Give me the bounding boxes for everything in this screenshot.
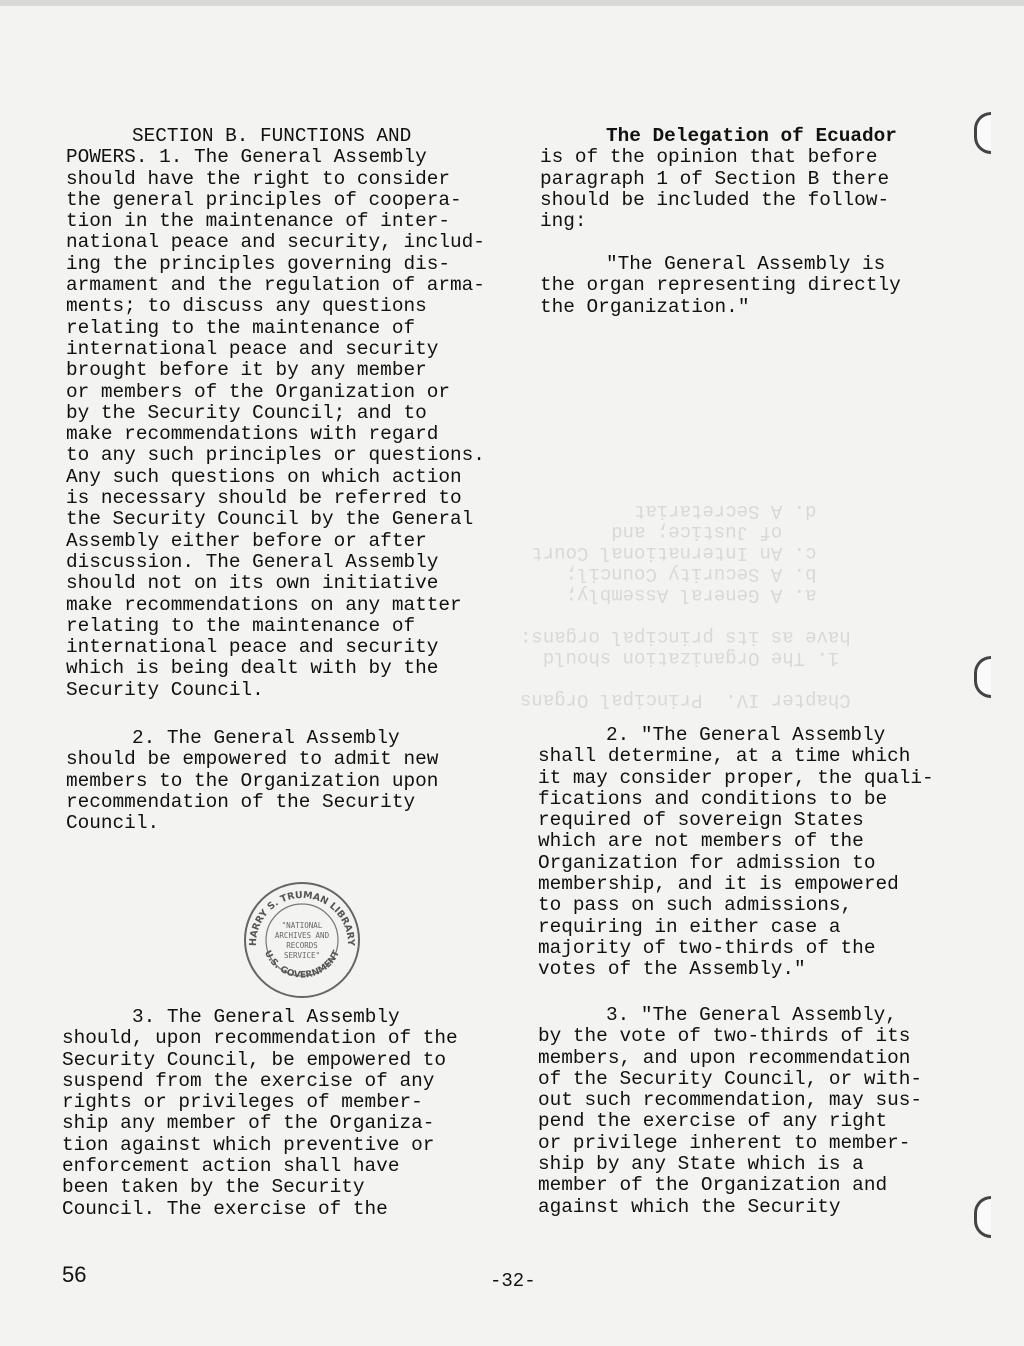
- text-line: membership, and it is empowered: [538, 873, 899, 896]
- binder-hole-middle: [974, 656, 991, 698]
- right-para2-first-line: 2. "The General Assembly: [606, 724, 886, 746]
- text-line: is necessary should be referred to: [66, 487, 462, 510]
- text-line: members to the Organization upon: [66, 769, 439, 792]
- text-line: discussion. The General Assembly: [66, 550, 439, 573]
- text-line: Council.: [66, 812, 160, 835]
- text-line: which is being dealt with by the: [66, 657, 439, 680]
- bleed-through-text: Chapter IV. Principal Organs 1. The Organization should have as its principal organs: a. A General Assembly; b. A Security Council; c. An International Court of Justice; and d. A Secretariat: [520, 500, 851, 711]
- ecuador-body: [540, 147, 889, 232]
- text-line: it may consider proper, the quali-: [538, 766, 934, 789]
- text-line: should not on its own initiative: [66, 572, 439, 595]
- text-line: Security Council, be empowered to: [62, 1048, 446, 1071]
- text-line: ing the principles governing dis-: [66, 252, 450, 275]
- text-line: the organ representing directly: [540, 274, 901, 297]
- right-para3-first-line: 3. "The General Assembly,: [606, 1004, 897, 1026]
- text-line: relating to the maintenance of: [66, 316, 416, 339]
- stamp-inner-line-3: RECORDS: [286, 941, 318, 950]
- text-line: requiring in either case a: [538, 915, 841, 938]
- text-line: members, and upon recommendation: [538, 1046, 911, 1069]
- text-line: by the Security Council; and to: [66, 401, 427, 424]
- text-line: ship any member of the Organiza-: [62, 1112, 435, 1135]
- text-line: which are not members of the: [538, 830, 864, 853]
- text-line: recommendation of the Security: [66, 790, 416, 813]
- text-line: make recommendations with regard: [66, 423, 439, 446]
- left-para3-body: [62, 1028, 458, 1220]
- left-para2-first-line: 2. The General Assembly: [132, 727, 400, 749]
- text-line: armament and the regulation of arma-: [66, 274, 485, 297]
- stamp-inner-line-1: "NATIONAL: [281, 921, 323, 930]
- text-line: required of sovereign States: [538, 809, 864, 832]
- text-line: majority of two-thirds of the: [538, 936, 876, 959]
- text-line: by the vote of two-thirds of its: [538, 1025, 911, 1048]
- ecuador-quote-first-line: "The General Assembly is: [606, 253, 886, 275]
- stamp-inner-line-4: SERVICE": [283, 951, 321, 960]
- text-line: to pass on such admissions,: [538, 894, 853, 917]
- page-number: -32-: [490, 1270, 536, 1292]
- text-line: ments; to discuss any questions: [66, 295, 427, 318]
- left-para3-first-line: 3. The General Assembly: [132, 1006, 400, 1028]
- text-line: rights or privileges of member-: [62, 1091, 423, 1114]
- text-line: make recommendations on any matter: [66, 593, 462, 616]
- right-para2-body: [538, 746, 934, 980]
- text-line: international peace and security: [66, 636, 439, 659]
- left-para2-body: [66, 749, 438, 834]
- right-para3-body: [538, 1026, 922, 1218]
- text-line: international peace and security: [66, 337, 439, 360]
- text-line: fications and conditions to be: [538, 787, 888, 810]
- text-line: Security Council.: [66, 678, 264, 701]
- text-line: Organization for admission to: [538, 851, 876, 874]
- text-line: the Security Council by the General: [66, 508, 474, 531]
- text-line: Assembly either before or after: [66, 529, 427, 552]
- text-line: ing:: [540, 210, 587, 233]
- binder-hole-bottom: [974, 1196, 991, 1238]
- archives-stamp: [242, 880, 362, 1000]
- text-line: POWERS. 1. The General Assembly: [66, 146, 427, 169]
- text-line: Any such questions on which action: [66, 465, 462, 488]
- text-line: pend the exercise of any right: [538, 1110, 888, 1133]
- handwritten-page-number: 56: [62, 1262, 87, 1287]
- text-line: suspend from the exercise of any: [62, 1069, 435, 1092]
- text-line: been taken by the Security: [62, 1176, 365, 1199]
- binder-hole-top: [974, 112, 991, 154]
- text-line: against which the Security: [538, 1195, 841, 1218]
- stamp-outer-text: HARRY S. TRUMAN LIBRARY: [247, 889, 357, 947]
- text-line: votes of the Assembly.": [538, 958, 806, 981]
- text-line: ship by any State which is a: [538, 1153, 864, 1176]
- ecuador-heading: The Delegation of Ecuador: [606, 125, 897, 147]
- text-line: the Organization.": [540, 295, 750, 318]
- stamp-inner-line-2: ARCHIVES AND: [274, 931, 330, 940]
- text-line: out such recommendation, may sus-: [538, 1089, 922, 1112]
- text-line: should be empowered to admit new: [66, 748, 439, 771]
- text-line: the general principles of coopera-: [66, 188, 462, 211]
- ecuador-quote-body: [540, 275, 901, 318]
- stamp-lower-text: U.S. GOVERNMENT: [261, 949, 343, 981]
- text-line: should have the right to consider: [66, 167, 450, 190]
- text-line: to any such principles or questions.: [66, 444, 485, 467]
- text-line: or privilege inherent to member-: [538, 1131, 911, 1154]
- page-top-edge: [0, 0, 1024, 6]
- text-line: tion in the maintenance of inter-: [66, 210, 450, 233]
- text-line: is of the opinion that before: [540, 146, 878, 169]
- text-line: paragraph 1 of Section B there: [540, 167, 890, 190]
- text-line: enforcement action shall have: [62, 1155, 400, 1178]
- section-b-body: [66, 147, 485, 701]
- text-line: should be included the follow-: [540, 188, 890, 211]
- text-line: of the Security Council, or with-: [538, 1067, 922, 1090]
- text-line: should, upon recommendation of the: [62, 1027, 458, 1050]
- text-line: tion against which preventive or: [62, 1133, 435, 1156]
- text-line: shall determine, at a time which: [538, 745, 911, 768]
- text-line: member of the Organization and: [538, 1174, 888, 1197]
- text-line: national peace and security, includ-: [66, 231, 485, 254]
- text-line: Council. The exercise of the: [62, 1197, 388, 1220]
- text-line: relating to the maintenance of: [66, 614, 416, 637]
- section-b-heading: SECTION B. FUNCTIONS AND: [132, 125, 412, 147]
- text-line: brought before it by any member: [66, 359, 427, 382]
- text-line: or members of the Organization or: [66, 380, 450, 403]
